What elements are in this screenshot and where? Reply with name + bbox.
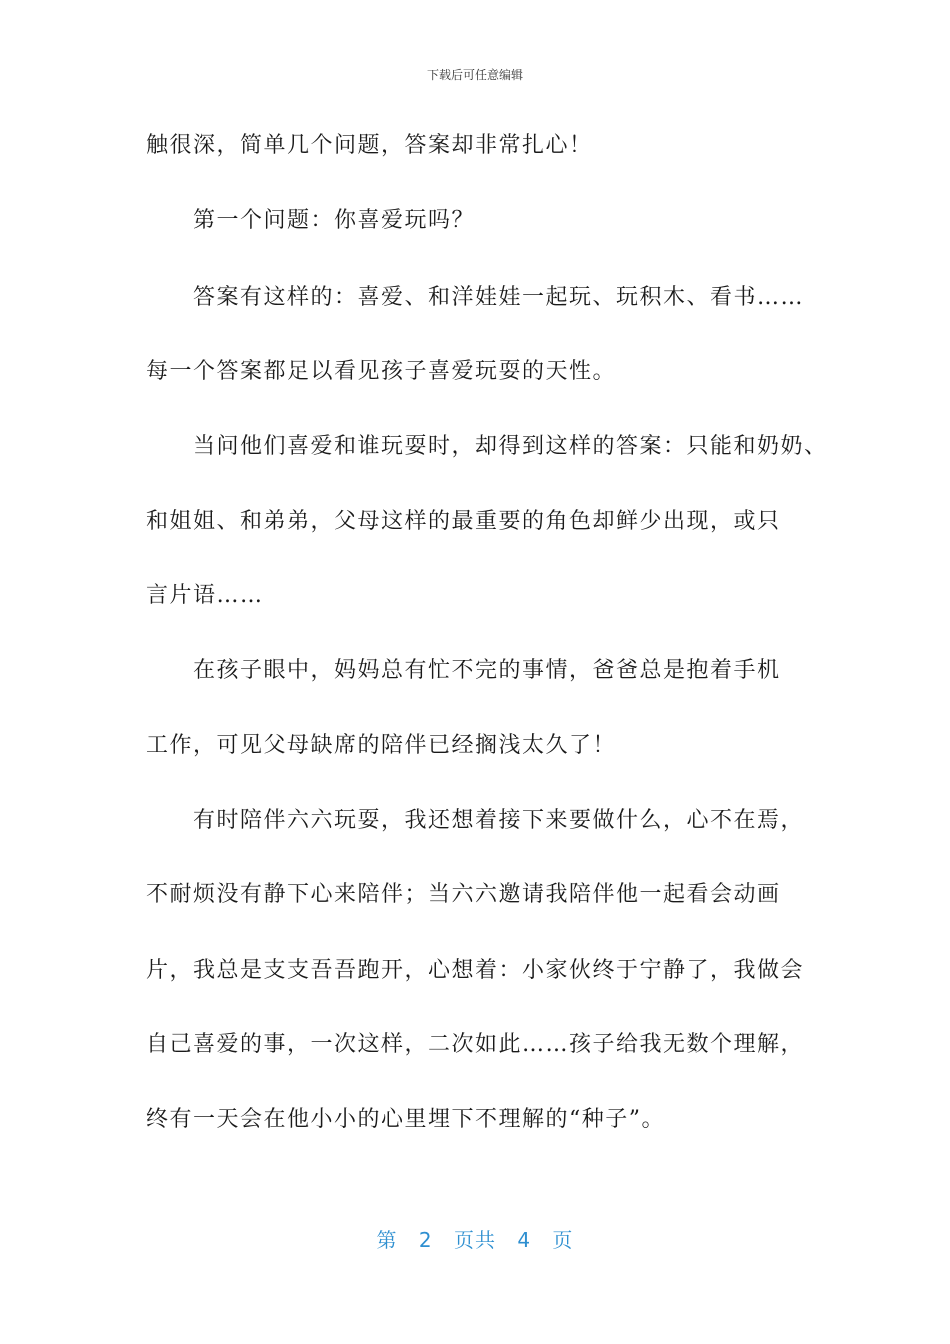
paragraph-line: 有时陪伴六六玩耍，我还想着接下来要做什么，心不在焉， bbox=[193, 808, 805, 833]
paragraph-line: 触很深，简单几个问题，答案却非常扎心！ bbox=[146, 133, 593, 158]
paragraph-line: 当问他们喜爱和谁玩耍时，却得到这样的答案：只能和奶奶、 bbox=[193, 434, 828, 459]
paragraph-line: 工作，可见父母缺席的陪伴已经搁浅太久了！ bbox=[146, 733, 617, 758]
paragraph-line: 在孩子眼中，妈妈总有忙不完的事情，爸爸总是抱着手机 bbox=[193, 658, 781, 683]
page-header: 下载后可任意编辑 bbox=[426, 68, 523, 82]
paragraph-line: 不耐烦没有静下心来陪伴；当六六邀请我陪伴他一起看会动画 bbox=[146, 882, 781, 907]
paragraph-line: 终有一天会在他小小的心里埋下不理解的“种子”。 bbox=[146, 1107, 665, 1132]
paragraph-line: 自己喜爱的事，一次这样，二次如此……孩子给我无数个理解， bbox=[146, 1032, 805, 1057]
paragraph-line: 答案有这样的：喜爱、和洋娃娃一起玩、玩积木、看书…… bbox=[193, 285, 805, 310]
paragraph-line: 第一个问题：你喜爱玩吗？ bbox=[193, 208, 476, 233]
paragraph-line: 片，我总是支支吾吾跑开，心想着：小家伙终于宁静了，我做会 bbox=[146, 958, 805, 983]
paragraph-line: 和姐姐、和弟弟，父母这样的最重要的角色却鲜少出现，或只 bbox=[146, 509, 781, 534]
paragraph-line: 每一个答案都足以看见孩子喜爱玩耍的天性。 bbox=[146, 359, 617, 384]
page-footer: 第 2 页共 4 页 bbox=[376, 1228, 574, 1252]
paragraph-line: 言片语…… bbox=[146, 583, 264, 608]
